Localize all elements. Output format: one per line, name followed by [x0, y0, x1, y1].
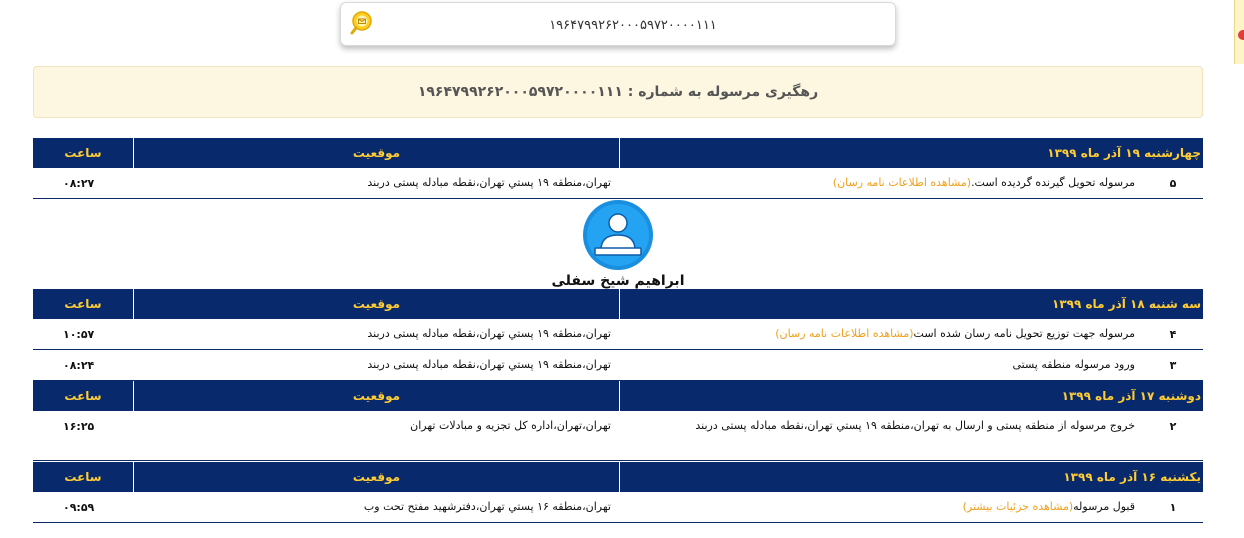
header-time: ساعت — [64, 389, 102, 403]
header-location: موقعیت — [133, 138, 619, 168]
table-row — [33, 411, 1203, 461]
row-time: ۱۰:۵۷ — [63, 328, 95, 341]
tracking-table-day-2 — [33, 289, 1203, 381]
header-date: دوشنبه ۱۷ آذر ماه ۱۳۹۹ — [619, 381, 1203, 411]
header-location: موقعیت — [133, 381, 619, 411]
row-status — [619, 489, 1143, 519]
table-row — [33, 492, 1203, 523]
row-status — [619, 165, 1143, 195]
row-location: تهران،تهران،اداره کل تجزیه و مبادلات تهران — [410, 419, 611, 432]
edge-side-tab[interactable] — [1234, 0, 1244, 64]
table-header — [33, 462, 1203, 492]
row-location: تهران،منطقه ۱۹ پستي تهران،نقطه مبادله پستی دربند — [367, 327, 611, 340]
carrier-agent — [540, 200, 696, 290]
row-time: ۰۸:۲۷ — [63, 177, 95, 190]
tracking-title-banner — [33, 66, 1203, 118]
row-status — [619, 316, 1143, 346]
header-time: ساعت — [64, 146, 102, 160]
agent-name: ابراهیم شیخ سفلی — [551, 273, 685, 289]
header-time: ساعت — [64, 297, 102, 311]
table-header — [33, 381, 1203, 411]
row-number: ۴ — [1169, 328, 1177, 341]
header-date: چهارشنبه ۱۹ آذر ماه ۱۳۹۹ — [619, 138, 1203, 168]
view-carrier-info-link[interactable]: (مشاهده اطلاعات نامه رسان) — [832, 176, 972, 189]
user-avatar-icon — [583, 200, 653, 270]
header-date: سه شنبه ۱۸ آذر ماه ۱۳۹۹ — [619, 289, 1203, 319]
table-row — [33, 168, 1203, 199]
header-location: موقعیت — [133, 462, 619, 492]
row-number: ۱ — [1169, 501, 1177, 514]
row-location: تهران،منطقه ۱۹ پستي تهران،نقطه مبادله پستی دربند — [367, 358, 611, 371]
header-time: ساعت — [64, 470, 102, 484]
row-number: ۲ — [1169, 420, 1177, 433]
row-number: ۵ — [1169, 177, 1177, 190]
status-text: ورود مرسوله منطقه پستی — [1012, 358, 1135, 371]
side-tab-marker-icon — [1238, 30, 1244, 40]
tracking-table-day-4 — [33, 462, 1203, 523]
table-row — [33, 350, 1203, 381]
banner-text: رهگیری مرسوله به شماره : ۱۹۶۴۷۹۹۲۶۲۰۰۰۵۹۷۲۰۰۰۰۱۱۱ — [417, 84, 819, 100]
table-header — [33, 138, 1203, 168]
status-text: خروج مرسوله از منطقه پستی و ارسال به تهران،منطقه ۱۹ پستي تهران،نقطه مبادله پستی دربند — [695, 419, 1135, 432]
status-text: مرسوله جهت توزیع تحویل نامه رسان شده است — [913, 327, 1135, 340]
table-row — [33, 319, 1203, 350]
tracking-table-day-3 — [33, 381, 1203, 461]
search-icon[interactable] — [349, 10, 375, 36]
header-location: موقعیت — [133, 289, 619, 319]
table-header — [33, 289, 1203, 319]
row-number: ۳ — [1169, 359, 1177, 372]
row-time: ۰۹:۵۹ — [63, 501, 95, 514]
row-location: تهران،منطقه ۱۹ پستي تهران،نقطه مبادله پستی دربند — [367, 176, 611, 189]
tracking-search-box[interactable] — [340, 2, 896, 46]
row-location: تهران،منطقه ۱۶ پستي تهران،دفترشهید مفتح تحت وب — [363, 500, 611, 513]
view-more-details-link[interactable]: (مشاهده جزئیات بیشتر) — [962, 500, 1074, 513]
status-text: مرسوله تحویل گیرنده گردیده است. — [971, 176, 1135, 189]
tracking-number-input[interactable] — [381, 11, 885, 39]
row-time: ۰۸:۲۴ — [63, 359, 95, 372]
status-text: قبول مرسوله — [1073, 500, 1135, 513]
header-date: یکشنبه ۱۶ آذر ماه ۱۳۹۹ — [619, 462, 1203, 492]
row-time: ۱۶:۲۵ — [63, 420, 95, 433]
tracking-table-day-1 — [33, 138, 1203, 199]
row-status — [619, 408, 1143, 438]
row-status — [619, 347, 1143, 377]
view-carrier-info-link[interactable]: (مشاهده اطلاعات نامه رسان) — [775, 327, 914, 340]
